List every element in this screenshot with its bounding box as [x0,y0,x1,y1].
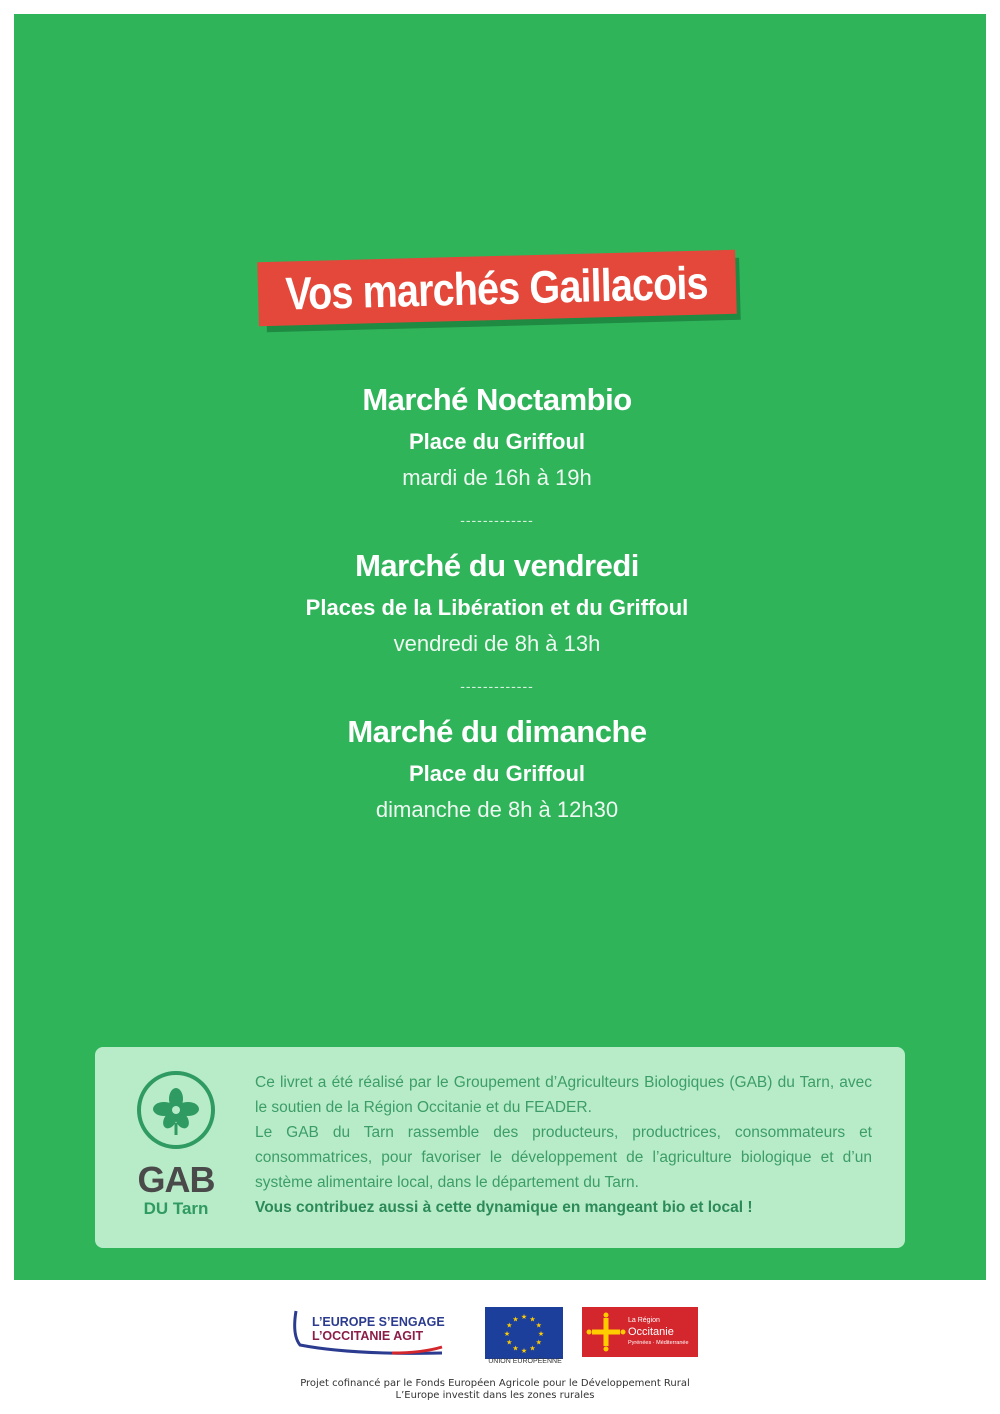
market-name: Marché du vendredi [355,548,639,583]
market-item [28,376,966,496]
market-item [28,542,966,662]
region-name-text: Occitanie [628,1326,674,1338]
footer-line-1: Projet cofinancé par le Fonds Européen Agricole pour le Développement Rural [300,1378,690,1389]
info-paragraph: Le GAB du Tarn rassemble des producteurs, productrices, consommateurs et consommatrices, pour favoriser le développement de l’agriculture biologique et d’un système alimentaire local, dans le département du Tarn. [255,1124,872,1191]
eu-star: ★ [506,1322,513,1330]
markets-list [28,376,966,828]
market-name: Marché Noctambio [362,382,632,417]
eu-star: ★ [520,1348,528,1355]
market-name: Marché du dimanche [347,714,647,749]
europe-line-2: L’OCCITANIE AGIT [312,1329,424,1343]
eu-flag [485,1307,563,1359]
logo-circle [137,1071,215,1149]
title-box [257,250,737,326]
market-place: Place du Griffoul [408,761,586,786]
market-time: dimanche de 8h à 12h30 [375,797,619,822]
eu-star: ★ [503,1331,511,1338]
info-box [95,1047,905,1248]
market-time: vendredi de 8h à 13h [393,631,601,656]
info-text [255,1070,872,1220]
separator: ------------- [460,678,534,694]
logo-gab-text: GAB [137,1159,215,1200]
eu-star: ★ [529,1316,536,1324]
eu-star: ★ [535,1322,542,1330]
title-banner [258,250,744,334]
page-title: Vos marchés Gaillacois [285,256,709,320]
eu-label: UNION EUROPÉENNE [488,1358,562,1365]
footer-text [0,1378,990,1402]
info-highlight: Vous contribuez aussi à cette dynamique en mangeant bio et local ! [255,1199,753,1216]
logo-dutarn-text: DU Tarn [143,1199,209,1218]
region-small-text: La Région [628,1317,660,1324]
eu-star: ★ [537,1331,545,1338]
occitan-cross-icon [586,1312,626,1352]
info-paragraph: Ce livret a été réalisé par le Groupement d’Agriculteurs Biologiques (GAB) du Tarn, avec le soutien de la Région Occitanie et du FEADER. [255,1074,872,1116]
eu-star: ★ [512,1316,519,1324]
eu-star: ★ [535,1339,542,1347]
separator: ------------- [460,512,534,528]
region-occitanie-logo [582,1307,698,1357]
eu-star: ★ [520,1314,528,1321]
flower-icon [141,1075,211,1145]
region-sub-text: Pyrénées · Méditerranée [628,1340,689,1346]
eu-star: ★ [529,1345,536,1353]
eu-star: ★ [512,1345,519,1353]
eu-star: ★ [506,1339,513,1347]
footer-logos [292,1305,702,1375]
europe-occitanie-logo [292,1307,467,1357]
market-time: mardi de 16h à 19h [402,465,592,490]
market-item [28,708,966,828]
market-place: Places de la Libération et du Griffoul [305,595,689,620]
eu-stars-icon [485,1307,563,1359]
gab-logo [131,1071,221,1221]
europe-line-1: L’EUROPE S’ENGAGE [312,1315,445,1329]
market-place: Place du Griffoul [408,429,586,454]
footer-line-2: L’Europe investit dans les zones rurales [395,1390,595,1401]
